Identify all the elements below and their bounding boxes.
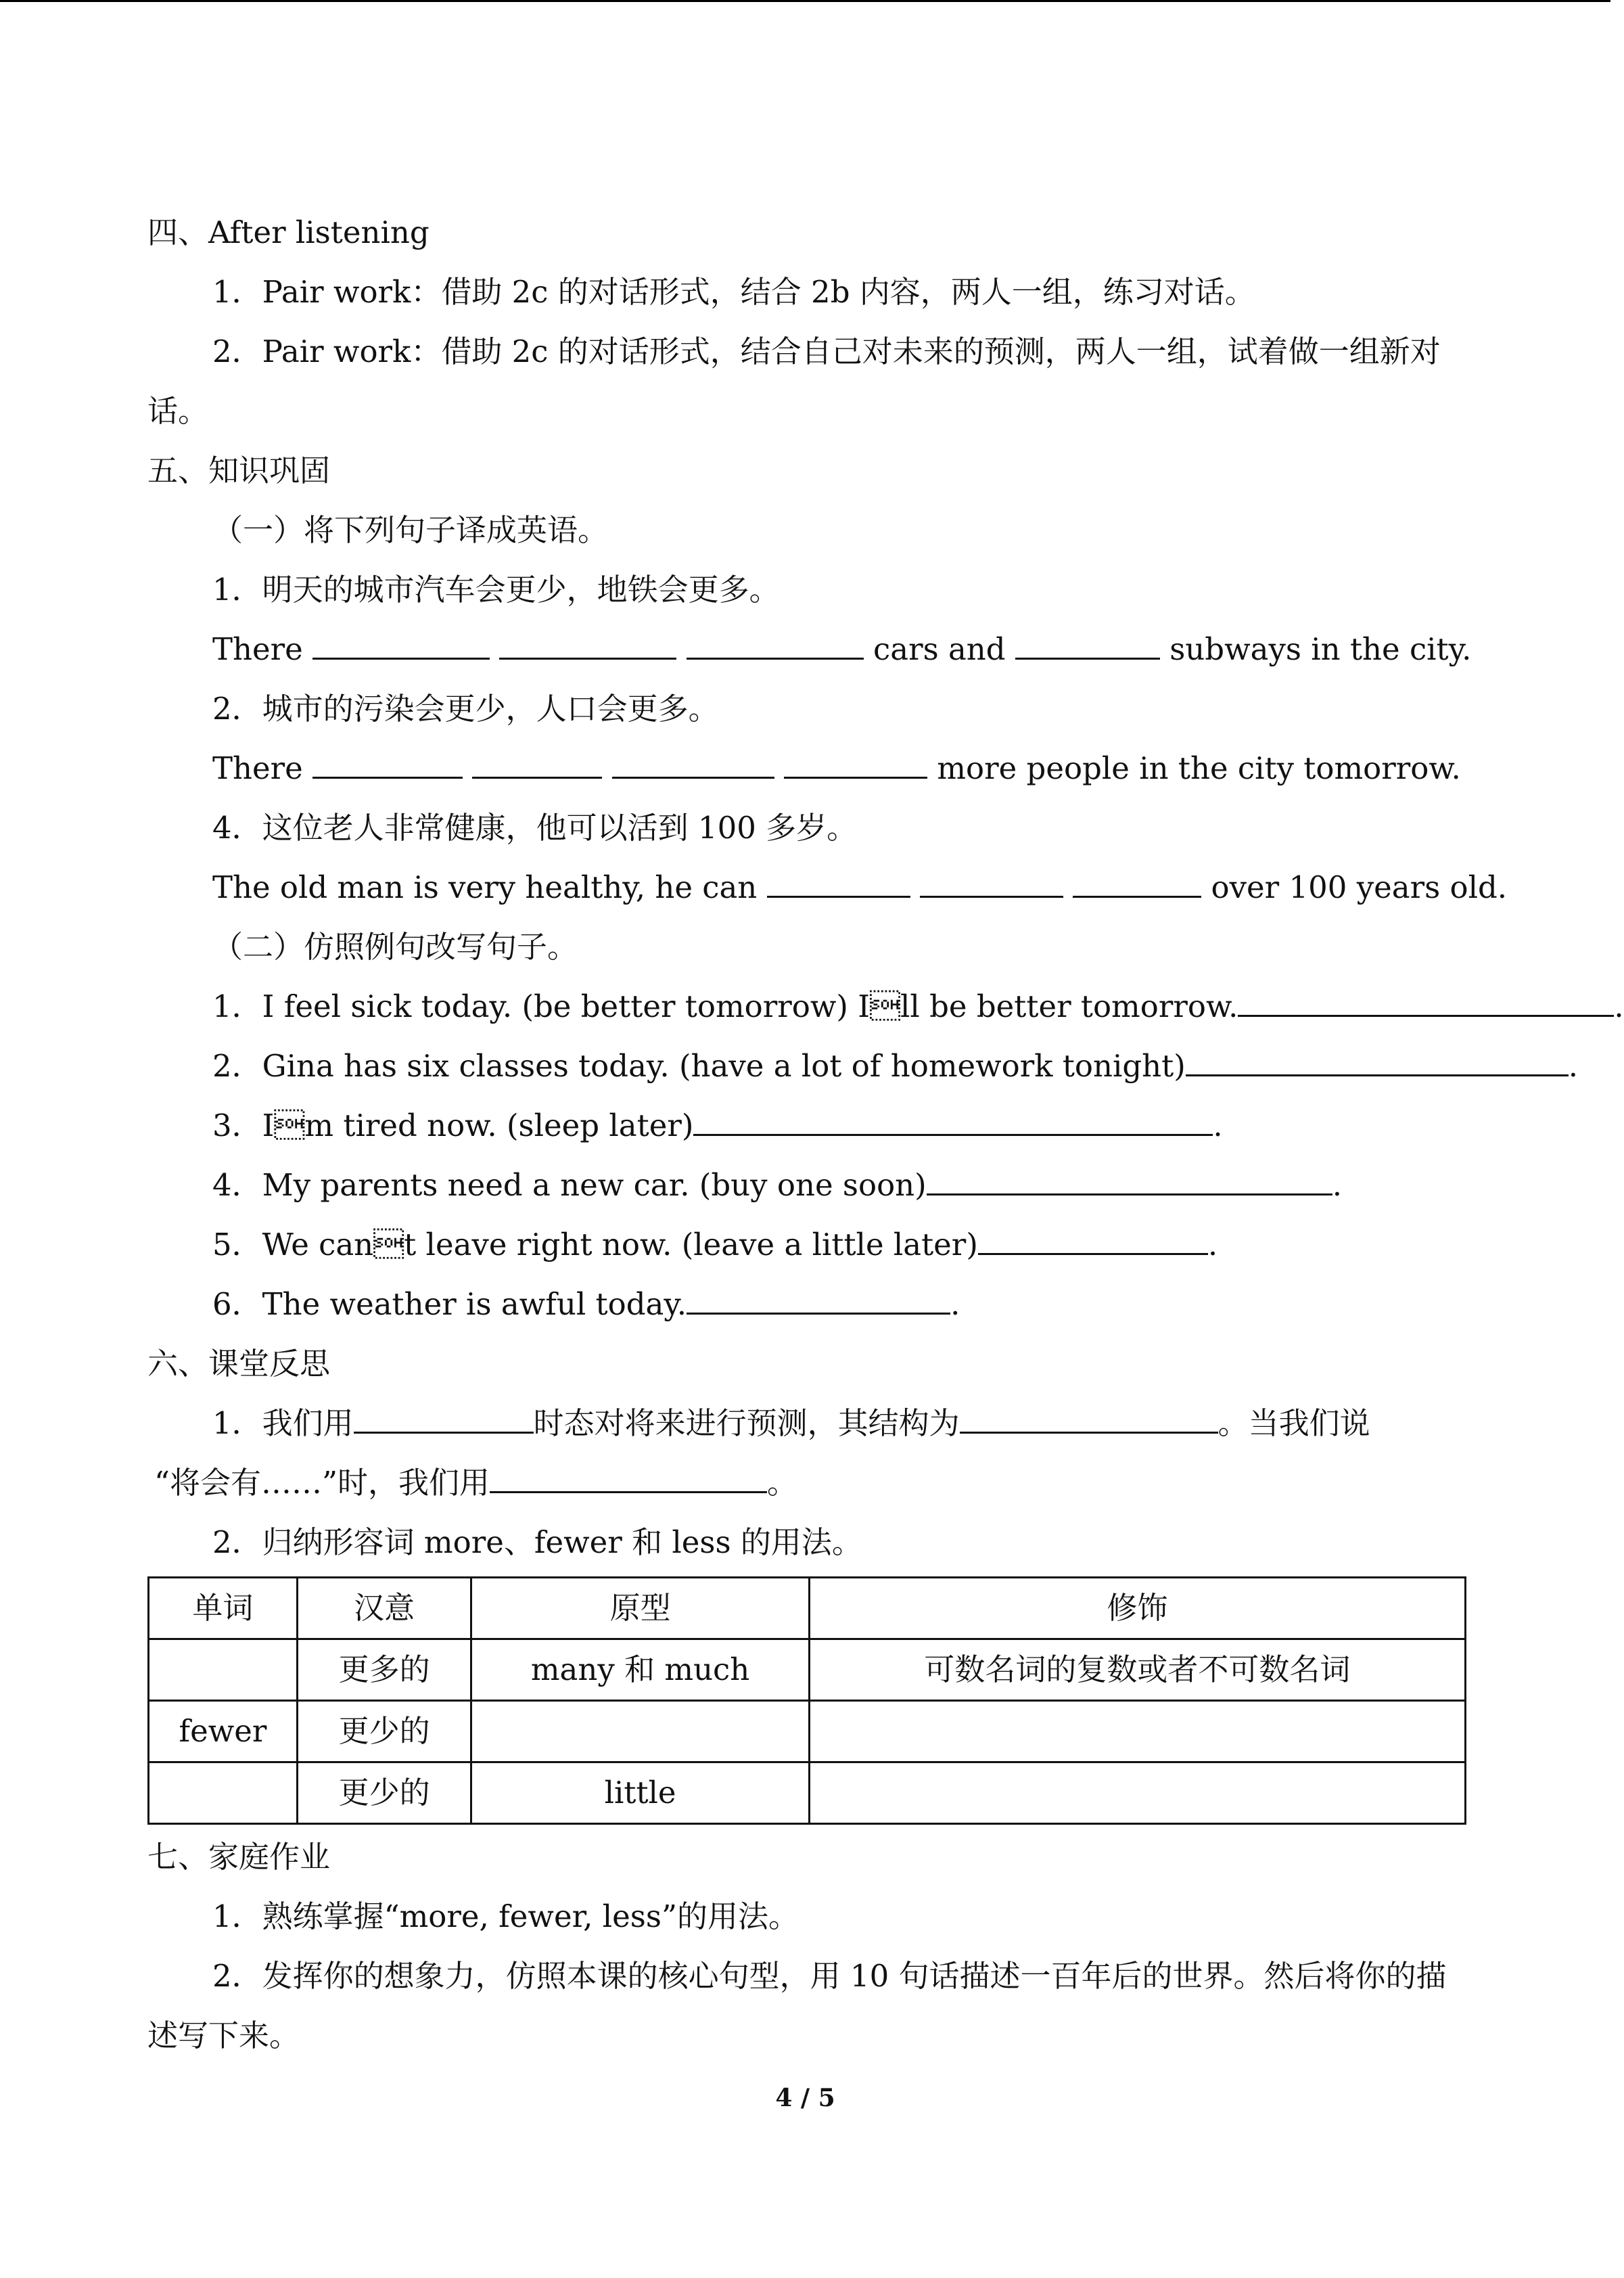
s7-item-2: 2．发挥你的想象力，仿照本课的核心句型，用 10 句话描述一百年后的世界。然后将你的描述写下来。 [147, 1958, 1447, 2053]
q4-english [147, 858, 1508, 917]
s5-sub-1: （一）将下列句子译成英语。 [212, 512, 609, 548]
worksheet-page [147, 203, 1624, 2066]
s4-item-2: 2．Pair work：借助 2c 的对话形式，结合自己对未来的预测，两人一组，试着做一组新对话。 [147, 334, 1441, 429]
table-header-cell: 原型 [471, 1578, 809, 1639]
table-cell: 可数名词的复数或者不可数名词 [809, 1639, 1465, 1701]
table-cell[interactable] [149, 1639, 298, 1701]
rewrite-6-text: 6．The weather is awful today. [212, 1286, 687, 1322]
answer-blank[interactable] [1186, 1047, 1569, 1076]
usage-table [147, 1576, 1466, 1825]
answer-blank[interactable] [1238, 988, 1614, 1017]
table-cell[interactable] [809, 1762, 1465, 1824]
table-header-cell: 修饰 [809, 1578, 1465, 1639]
q2-text-a: There [212, 750, 303, 786]
s6-item-1 [147, 1394, 1466, 1453]
table-header-cell: 汉意 [297, 1578, 471, 1639]
s7-item-1: 1．熟练掌握“more, fewer, less”的用法。 [212, 1898, 799, 1934]
section-5-heading: 五、知识巩固 [147, 453, 331, 488]
rewrite-2-text: 2．Gina has six classes today. (have a lot of homework tonight) [212, 1048, 1186, 1084]
table-header-cell: 单词 [149, 1578, 298, 1639]
s5-sub-2: （二）仿照例句改写句子。 [212, 929, 578, 965]
top-rule [0, 0, 1610, 2]
rewrite-6: 6．The weather is awful today. . [212, 1286, 960, 1322]
s4-item-1: 1．Pair work：借助 2c 的对话形式，结合 2b 内容，两人一组，练习对话。 [212, 274, 1255, 310]
s6-text-b: 时态对将来进行预测，其结构为 [533, 1405, 960, 1441]
answer-blank[interactable] [687, 631, 864, 660]
table-cell[interactable] [809, 1701, 1465, 1762]
q1-chinese: 1．明天的城市汽车会更少，地铁会更多。 [212, 572, 780, 608]
answer-blank[interactable] [499, 631, 676, 660]
rewrite-5: 5．We cant leave right now. (leave a little later) . [212, 1227, 1218, 1262]
q4-text-b: over 100 years old. [1211, 869, 1508, 905]
rewrite-5-text: 5．We cant leave right now. (leave a little later) [212, 1227, 978, 1262]
q1-english [147, 620, 1472, 679]
q2-text-b: more people in the city tomorrow. [937, 750, 1461, 786]
answer-blank[interactable] [767, 869, 910, 898]
table-row [149, 1762, 1466, 1824]
q1-text-c: subways in the city. [1169, 631, 1472, 667]
answer-blank[interactable] [693, 1107, 1213, 1136]
answer-blank[interactable] [312, 631, 490, 660]
table-row [149, 1639, 1466, 1701]
answer-blank[interactable] [354, 1405, 534, 1434]
answer-blank[interactable] [612, 750, 774, 779]
s6-item-2: 2．归纳形容词 more、fewer 和 less 的用法。 [212, 1524, 862, 1560]
table-header-row [149, 1578, 1466, 1639]
table-cell[interactable] [471, 1701, 809, 1762]
q1-text-a: There [212, 631, 303, 667]
answer-blank[interactable] [920, 869, 1063, 898]
table-cell: little [471, 1762, 809, 1824]
rewrite-1-text: 1．I feel sick today. (be better tomorrow) Ill be better tomorrow. [212, 988, 1238, 1024]
answer-blank[interactable] [978, 1226, 1208, 1255]
table-cell[interactable] [149, 1762, 298, 1824]
table-cell: 更少的 [297, 1701, 471, 1762]
page-number: 4 / 5 [775, 2084, 835, 2112]
s6-item-1-cont [147, 1453, 1466, 1513]
rewrite-4-text: 4．My parents need a new car. (buy one soon) [212, 1167, 927, 1203]
answer-blank[interactable] [687, 1285, 950, 1315]
answer-blank[interactable] [927, 1166, 1332, 1195]
table-cell: fewer [149, 1701, 298, 1762]
answer-blank[interactable] [472, 750, 602, 779]
s6-text-c: 。当我们说 [1217, 1405, 1370, 1441]
answer-blank[interactable] [312, 750, 463, 779]
section-7-heading: 七、家庭作业 [147, 1839, 331, 1875]
section-6-heading: 六、课堂反思 [147, 1346, 331, 1382]
q4-text-a: The old man is very healthy, he can [212, 869, 758, 905]
table-cell: 更少的 [297, 1762, 471, 1824]
q1-text-b: cars and [873, 631, 1006, 667]
table-row [149, 1701, 1466, 1762]
s6-text-d: “将会有……”时，我们用 [154, 1465, 490, 1501]
answer-blank[interactable] [784, 750, 927, 779]
answer-blank[interactable] [1015, 631, 1160, 660]
rewrite-2: 2．Gina has six classes today. (have a lot of homework tonight) . [212, 1048, 1579, 1084]
table-cell: 更多的 [297, 1639, 471, 1701]
answer-blank[interactable] [490, 1464, 767, 1493]
table-cell: many 和 much [471, 1639, 809, 1701]
rewrite-1: 1．I feel sick today. (be better tomorrow) Ill be better tomorrow. . [212, 988, 1624, 1024]
rewrite-3: 3．Im tired now. (sleep later) . [212, 1108, 1223, 1143]
rewrite-4: 4．My parents need a new car. (buy one soon) . [212, 1167, 1343, 1203]
s6-text-a: 1．我们用 [212, 1405, 354, 1441]
answer-blank[interactable] [960, 1405, 1218, 1434]
q2-english [147, 739, 1466, 798]
section-4-heading: 四、After listening [147, 214, 430, 250]
q2-chinese: 2．城市的污染会更少，人口会更多。 [212, 691, 719, 727]
q4-chinese: 4．这位老人非常健康，他可以活到 100 多岁。 [212, 810, 858, 846]
rewrite-3-text: 3．Im tired now. (sleep later) [212, 1108, 694, 1143]
s6-text-e: 。 [767, 1465, 798, 1501]
answer-blank[interactable] [1073, 869, 1201, 898]
